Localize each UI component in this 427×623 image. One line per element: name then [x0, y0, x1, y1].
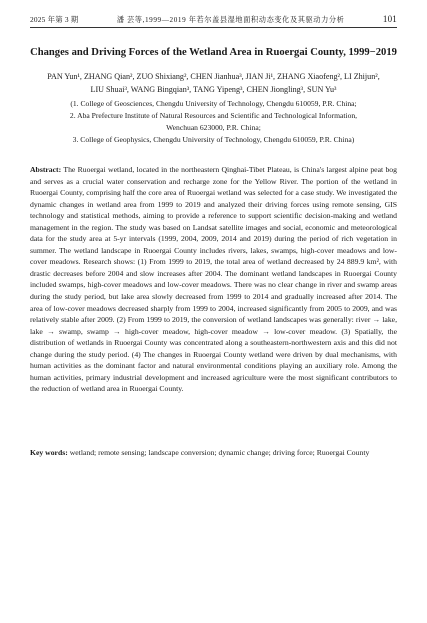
abstract-text: The Ruoergai wetland, located in the northeastern Qinghai-Tibet Plateau, is China's largest alpine peat bog and serves as a crucial water conservation and recharge zone for the Yellow River. The portion of the wetland in Ruoergai County, comprising half the core area of Ruoergai wetland was selected for a case study. We investigated the dynamic changes in wetland area from 1999 to 2019 and analyzed their driving forces using remote sensing, GIS technology and statistical methods, aiming to provide a reference to support scientific decision-making and wetland management in the region. The study was based on Landsat satellite images and social, economic and meteorological data for the study area at 5-yr intervals (1999, 2004, 2009, 2014 and 2019) during the period of rich vegetation in summer. The wetland landscape in Ruoergai County includes rivers, lakes, swamps, high-cover meadows and low-cover meadows. Research shows: (1) From 1999 to 2019, the total area of wetland decreased by 24 889.9 km², with drastic decreases before 2004 and slow increases after 2004. The dominant wetland landscapes in Ruoergai County included swamps, high-cover meadows and low-cover meadows. There was no clear change in river and swamp areas during the study period, but lake area slowly decreased from 1999 to 2014 and gradually increased after 2014. The area of low-cover meadows decreased sharply from 1999 to 2004, increased significantly from 2005 to 2009, and was relatively stable after 2009. (2) From 1999 to 2019, the conversion of wetland landscapes was generally: river → lake, lake → swamp, swamp → high-cover meadow, high-cover meadow → low-cover meadow. (3) Spatially, the distribution of wetlands in Ruoergai County was concentrated along a southeastern-northwestern axis and this did not change during the study period. (4) The changes in Ruoergai County wetland were driven by dual mechanisms, with human activities as the dominant factor and natural environmental conditions playing an auxiliary role. Among the human activities, primary industrial development and increased agriculture were the most significant contributors to the reduction of wetland area in Ruoergai County.	[30, 165, 397, 394]
authors-line-2: LIU Shuai³, WANG Bingqian³, TANG Yipeng³, CHEN Jiongling³, SUN Yu³	[90, 85, 337, 94]
keywords	[30, 447, 397, 459]
keywords-label: Key words:	[30, 448, 68, 457]
affiliation-line: 3. College of Geophysics, Chengdu University of Technology, Chengdu 610059, P.R. China)	[72, 135, 355, 144]
running-head	[30, 14, 397, 25]
journal-issue: 2025 年第 3 期	[30, 15, 79, 24]
page-number: 101	[382, 14, 397, 24]
affiliation-line: 2. Aba Prefecture Institute of Natural Resources and Scientific and Technological Information,	[69, 111, 358, 120]
affiliations	[40, 98, 387, 146]
affiliation-line: (1. College of Geosciences, Chengdu University of Technology, Chengdu 610059, P.R. China;	[70, 99, 357, 108]
affiliation-line: Wenchuan 623000, P.R. China;	[166, 123, 261, 132]
header-rule	[30, 27, 397, 28]
author-list	[40, 70, 387, 96]
article-title: Changes and Driving Forces of the Wetland Area in Ruoergai County, 1999−2019	[30, 47, 397, 58]
running-head-title: 潘 芸等,1999—2019 年若尔盖县湿地面积动态变化及其驱动力分析	[116, 16, 345, 24]
keywords-text: wetland; remote sensing; landscape conversion; dynamic change; driving force; Ruoergai County	[69, 448, 370, 457]
authors-line-1: PAN Yun¹, ZHANG Qian², ZUO Shixiang², CHEN Jianhua³, JIAN Ji¹, ZHANG Xiaofeng², LI Zhijun²,	[47, 72, 380, 81]
abstract	[30, 164, 397, 395]
abstract-label: Abstract:	[30, 165, 62, 174]
